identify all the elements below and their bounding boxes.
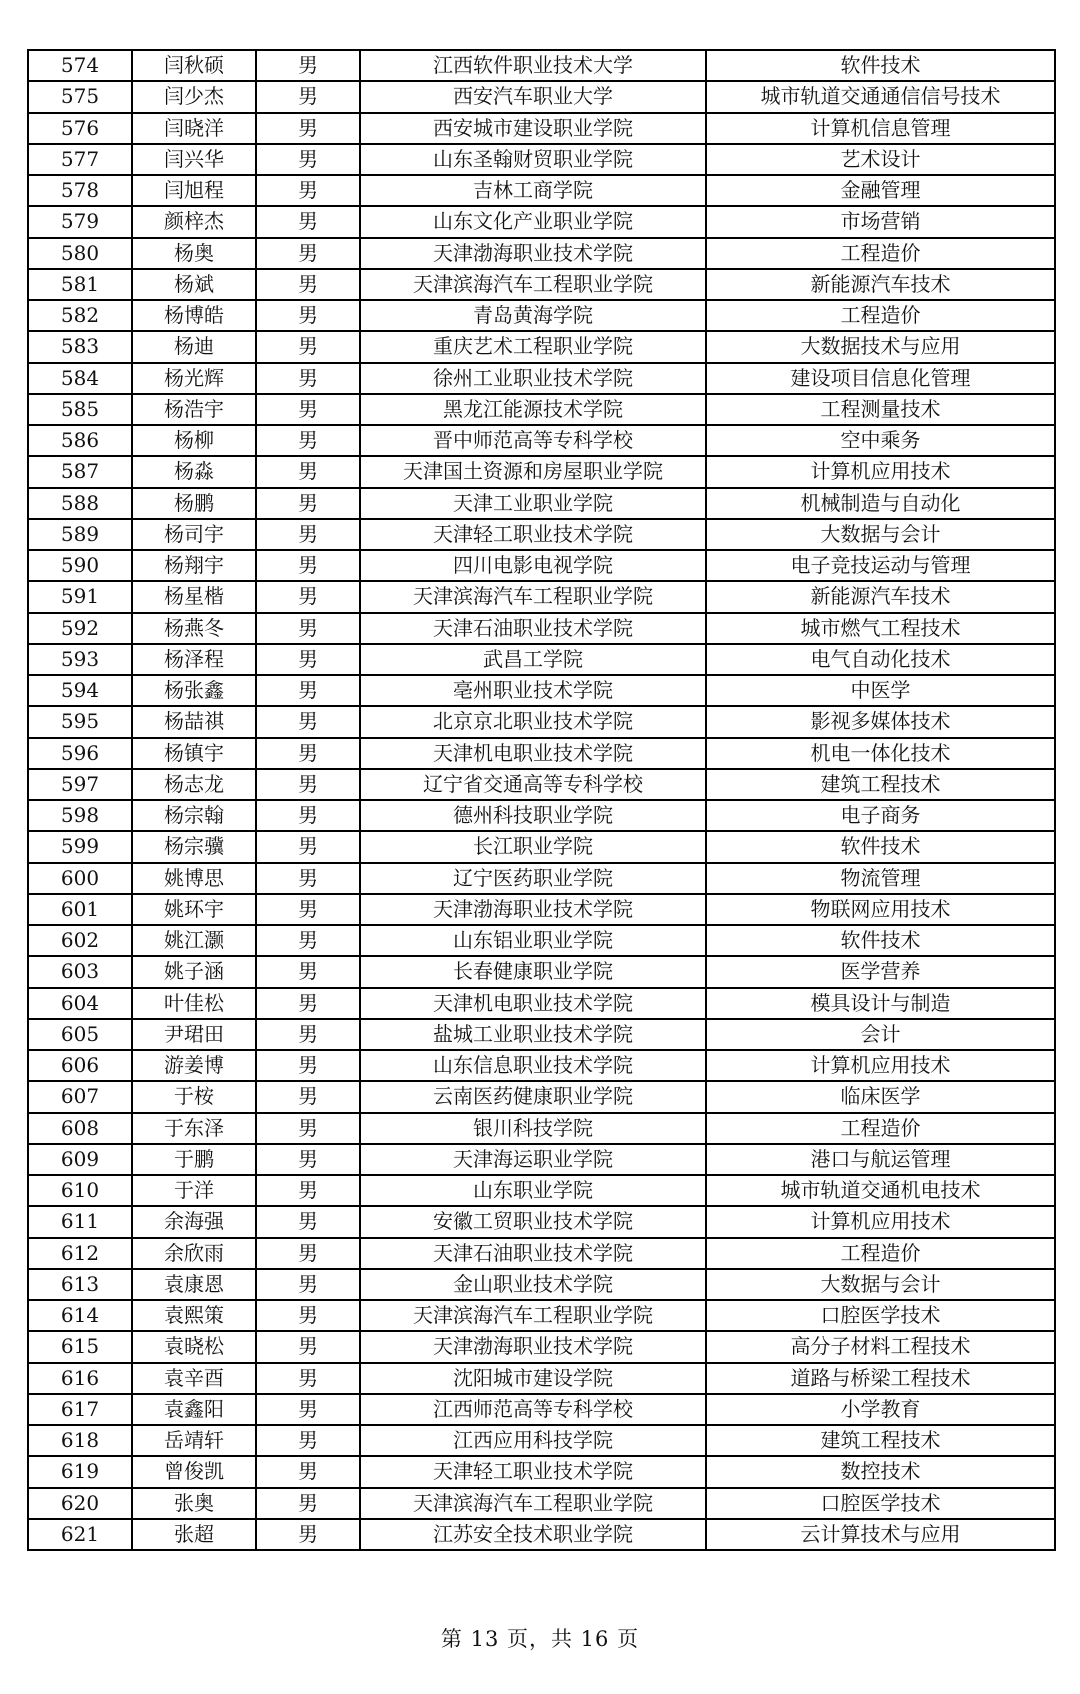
row-number-cell: 596 [28, 738, 132, 769]
major-cell: 医学营养 [706, 956, 1055, 987]
row-number-cell: 612 [28, 1238, 132, 1269]
name-cell: 杨鹏 [132, 488, 256, 519]
row-number-cell: 615 [28, 1331, 132, 1362]
name-cell: 杨奥 [132, 238, 256, 269]
row-number-cell: 618 [28, 1425, 132, 1456]
gender-cell: 男 [256, 1175, 360, 1206]
gender-cell: 男 [256, 1488, 360, 1519]
school-cell: 天津海运职业学院 [360, 1144, 706, 1175]
gender-cell: 男 [256, 675, 360, 706]
row-number-cell: 577 [28, 144, 132, 175]
school-cell: 辽宁医药职业学院 [360, 863, 706, 894]
school-cell: 天津轻工职业技术学院 [360, 519, 706, 550]
page-footer: 第 13 页，共 16 页 [440, 1627, 640, 1651]
row-number-cell: 589 [28, 519, 132, 550]
table-row [28, 1331, 1055, 1362]
gender-cell: 男 [256, 425, 360, 456]
row-number-cell: 616 [28, 1363, 132, 1394]
gender-cell: 男 [256, 769, 360, 800]
name-cell: 闫兴华 [132, 144, 256, 175]
row-number-cell: 610 [28, 1175, 132, 1206]
name-cell: 闫旭程 [132, 175, 256, 206]
name-cell: 杨博皓 [132, 300, 256, 331]
row-number-cell: 588 [28, 488, 132, 519]
name-cell: 杨浩宇 [132, 394, 256, 425]
major-cell: 大数据与会计 [706, 1269, 1055, 1300]
row-number-cell: 621 [28, 1519, 132, 1550]
gender-cell: 男 [256, 50, 360, 81]
roster-body [28, 50, 1055, 1550]
name-cell: 闫秋硕 [132, 50, 256, 81]
school-cell: 西安城市建设职业学院 [360, 113, 706, 144]
school-cell: 安徽工贸职业技术学院 [360, 1206, 706, 1237]
name-cell: 于鹏 [132, 1144, 256, 1175]
row-number-cell: 613 [28, 1269, 132, 1300]
table-row [28, 1113, 1055, 1144]
row-number-cell: 580 [28, 238, 132, 269]
school-cell: 徐州工业职业技术学院 [360, 363, 706, 394]
gender-cell: 男 [256, 113, 360, 144]
row-number-cell: 606 [28, 1050, 132, 1081]
table-row [28, 394, 1055, 425]
gender-cell: 男 [256, 1269, 360, 1300]
name-cell: 叶佳松 [132, 988, 256, 1019]
school-cell: 亳州职业技术学院 [360, 675, 706, 706]
major-cell: 工程测量技术 [706, 394, 1055, 425]
school-cell: 天津轻工职业技术学院 [360, 1456, 706, 1487]
row-number-cell: 594 [28, 675, 132, 706]
major-cell: 高分子材料工程技术 [706, 1331, 1055, 1362]
major-cell: 电子竞技运动与管理 [706, 550, 1055, 581]
major-cell: 机电一体化技术 [706, 738, 1055, 769]
name-cell: 尹珺田 [132, 1019, 256, 1050]
gender-cell: 男 [256, 738, 360, 769]
gender-cell: 男 [256, 1456, 360, 1487]
row-number-cell: 609 [28, 1144, 132, 1175]
row-number-cell: 599 [28, 831, 132, 862]
row-number-cell: 608 [28, 1113, 132, 1144]
row-number-cell: 619 [28, 1456, 132, 1487]
major-cell: 城市燃气工程技术 [706, 613, 1055, 644]
gender-cell: 男 [256, 1081, 360, 1112]
table-row [28, 363, 1055, 394]
school-cell: 天津滨海汽车工程职业学院 [360, 269, 706, 300]
gender-cell: 男 [256, 394, 360, 425]
major-cell: 中医学 [706, 675, 1055, 706]
gender-cell: 男 [256, 1331, 360, 1362]
name-cell: 杨燕冬 [132, 613, 256, 644]
gender-cell: 男 [256, 1300, 360, 1331]
school-cell: 天津石油职业技术学院 [360, 1238, 706, 1269]
name-cell: 杨迪 [132, 331, 256, 362]
student-roster-table [27, 49, 1056, 1551]
table-row [28, 1175, 1055, 1206]
table-row [28, 300, 1055, 331]
name-cell: 于东泽 [132, 1113, 256, 1144]
name-cell: 杨翔宇 [132, 550, 256, 581]
name-cell: 曾俊凯 [132, 1456, 256, 1487]
row-number-cell: 576 [28, 113, 132, 144]
school-cell: 天津渤海职业技术学院 [360, 1331, 706, 1362]
row-number-cell: 605 [28, 1019, 132, 1050]
gender-cell: 男 [256, 581, 360, 612]
school-cell: 云南医药健康职业学院 [360, 1081, 706, 1112]
school-cell: 青岛黄海学院 [360, 300, 706, 331]
school-cell: 长春健康职业学院 [360, 956, 706, 987]
school-cell: 德州科技职业学院 [360, 800, 706, 831]
major-cell: 空中乘务 [706, 425, 1055, 456]
major-cell: 艺术设计 [706, 144, 1055, 175]
name-cell: 姚江灏 [132, 925, 256, 956]
gender-cell: 男 [256, 1113, 360, 1144]
table-row [28, 613, 1055, 644]
school-cell: 吉林工商学院 [360, 175, 706, 206]
name-cell: 袁辛酉 [132, 1363, 256, 1394]
gender-cell: 男 [256, 894, 360, 925]
school-cell: 山东铝业职业学院 [360, 925, 706, 956]
gender-cell: 男 [256, 800, 360, 831]
gender-cell: 男 [256, 81, 360, 112]
name-cell: 游姜博 [132, 1050, 256, 1081]
major-cell: 新能源汽车技术 [706, 269, 1055, 300]
major-cell: 机械制造与自动化 [706, 488, 1055, 519]
gender-cell: 男 [256, 488, 360, 519]
name-cell: 袁熙策 [132, 1300, 256, 1331]
gender-cell: 男 [256, 1019, 360, 1050]
gender-cell: 男 [256, 550, 360, 581]
major-cell: 市场营销 [706, 206, 1055, 237]
name-cell: 袁晓松 [132, 1331, 256, 1362]
table-row [28, 331, 1055, 362]
major-cell: 小学教育 [706, 1394, 1055, 1425]
major-cell: 新能源汽车技术 [706, 581, 1055, 612]
table-row [28, 81, 1055, 112]
table-row [28, 1050, 1055, 1081]
row-number-cell: 574 [28, 50, 132, 81]
school-cell: 天津滨海汽车工程职业学院 [360, 581, 706, 612]
row-number-cell: 620 [28, 1488, 132, 1519]
major-cell: 金融管理 [706, 175, 1055, 206]
table-row [28, 50, 1055, 81]
table-row [28, 831, 1055, 862]
name-cell: 闫晓洋 [132, 113, 256, 144]
name-cell: 杨柳 [132, 425, 256, 456]
major-cell: 城市轨道交通通信信号技术 [706, 81, 1055, 112]
row-number-cell: 601 [28, 894, 132, 925]
name-cell: 杨宗翰 [132, 800, 256, 831]
major-cell: 电子商务 [706, 800, 1055, 831]
table-row [28, 1269, 1055, 1300]
row-number-cell: 604 [28, 988, 132, 1019]
gender-cell: 男 [256, 925, 360, 956]
row-number-cell: 579 [28, 206, 132, 237]
school-cell: 晋中师范高等专科学校 [360, 425, 706, 456]
table-row [28, 1425, 1055, 1456]
name-cell: 张超 [132, 1519, 256, 1550]
name-cell: 颜梓杰 [132, 206, 256, 237]
table-row [28, 144, 1055, 175]
name-cell: 余欣雨 [132, 1238, 256, 1269]
row-number-cell: 597 [28, 769, 132, 800]
gender-cell: 男 [256, 1394, 360, 1425]
major-cell: 建设项目信息化管理 [706, 363, 1055, 394]
gender-cell: 男 [256, 238, 360, 269]
table-row [28, 1206, 1055, 1237]
school-cell: 天津滨海汽车工程职业学院 [360, 1300, 706, 1331]
row-number-cell: 603 [28, 956, 132, 987]
school-cell: 天津机电职业技术学院 [360, 738, 706, 769]
table-row [28, 925, 1055, 956]
row-number-cell: 575 [28, 81, 132, 112]
table-row [28, 675, 1055, 706]
table-row [28, 206, 1055, 237]
gender-cell: 男 [256, 1206, 360, 1237]
name-cell: 杨淼 [132, 456, 256, 487]
major-cell: 口腔医学技术 [706, 1300, 1055, 1331]
row-number-cell: 595 [28, 706, 132, 737]
major-cell: 建筑工程技术 [706, 1425, 1055, 1456]
major-cell: 影视多媒体技术 [706, 706, 1055, 737]
major-cell: 电气自动化技术 [706, 644, 1055, 675]
name-cell: 杨司宇 [132, 519, 256, 550]
gender-cell: 男 [256, 519, 360, 550]
row-number-cell: 590 [28, 550, 132, 581]
name-cell: 于桉 [132, 1081, 256, 1112]
major-cell: 软件技术 [706, 831, 1055, 862]
name-cell: 袁鑫阳 [132, 1394, 256, 1425]
gender-cell: 男 [256, 300, 360, 331]
gender-cell: 男 [256, 831, 360, 862]
gender-cell: 男 [256, 1050, 360, 1081]
school-cell: 辽宁省交通高等专科学校 [360, 769, 706, 800]
table-row [28, 863, 1055, 894]
table-row [28, 1144, 1055, 1175]
table-row [28, 1300, 1055, 1331]
major-cell: 口腔医学技术 [706, 1488, 1055, 1519]
table-row [28, 456, 1055, 487]
major-cell: 模具设计与制造 [706, 988, 1055, 1019]
name-cell: 杨斌 [132, 269, 256, 300]
school-cell: 长江职业学院 [360, 831, 706, 862]
table-row [28, 519, 1055, 550]
major-cell: 软件技术 [706, 50, 1055, 81]
school-cell: 天津国土资源和房屋职业学院 [360, 456, 706, 487]
gender-cell: 男 [256, 988, 360, 1019]
school-cell: 天津工业职业学院 [360, 488, 706, 519]
major-cell: 物流管理 [706, 863, 1055, 894]
table-row [28, 269, 1055, 300]
row-number-cell: 592 [28, 613, 132, 644]
table-row [28, 581, 1055, 612]
school-cell: 山东文化产业职业学院 [360, 206, 706, 237]
major-cell: 计算机应用技术 [706, 1050, 1055, 1081]
major-cell: 道路与桥梁工程技术 [706, 1363, 1055, 1394]
gender-cell: 男 [256, 1363, 360, 1394]
gender-cell: 男 [256, 1238, 360, 1269]
school-cell: 江西师范高等专科学校 [360, 1394, 706, 1425]
school-cell: 盐城工业职业技术学院 [360, 1019, 706, 1050]
gender-cell: 男 [256, 863, 360, 894]
name-cell: 杨宗骥 [132, 831, 256, 862]
school-cell: 武昌工学院 [360, 644, 706, 675]
table-row [28, 800, 1055, 831]
school-cell: 四川电影电视学院 [360, 550, 706, 581]
gender-cell: 男 [256, 206, 360, 237]
name-cell: 杨志龙 [132, 769, 256, 800]
school-cell: 山东职业学院 [360, 1175, 706, 1206]
major-cell: 工程造价 [706, 1113, 1055, 1144]
row-number-cell: 614 [28, 1300, 132, 1331]
major-cell: 大数据技术与应用 [706, 331, 1055, 362]
major-cell: 建筑工程技术 [706, 769, 1055, 800]
gender-cell: 男 [256, 644, 360, 675]
name-cell: 袁康恩 [132, 1269, 256, 1300]
table-row [28, 175, 1055, 206]
major-cell: 数控技术 [706, 1456, 1055, 1487]
row-number-cell: 578 [28, 175, 132, 206]
table-row [28, 550, 1055, 581]
gender-cell: 男 [256, 706, 360, 737]
table-row [28, 238, 1055, 269]
row-number-cell: 607 [28, 1081, 132, 1112]
table-row [28, 769, 1055, 800]
table-row [28, 956, 1055, 987]
table-row [28, 894, 1055, 925]
row-number-cell: 598 [28, 800, 132, 831]
gender-cell: 男 [256, 1144, 360, 1175]
school-cell: 江西软件职业技术大学 [360, 50, 706, 81]
table-row [28, 706, 1055, 737]
name-cell: 岳靖轩 [132, 1425, 256, 1456]
table-row [28, 1456, 1055, 1487]
major-cell: 云计算技术与应用 [706, 1519, 1055, 1550]
school-cell: 西安汽车职业大学 [360, 81, 706, 112]
table-row [28, 488, 1055, 519]
name-cell: 杨张鑫 [132, 675, 256, 706]
table-row [28, 1488, 1055, 1519]
school-cell: 江苏安全技术职业学院 [360, 1519, 706, 1550]
school-cell: 重庆艺术工程职业学院 [360, 331, 706, 362]
major-cell: 工程造价 [706, 238, 1055, 269]
row-number-cell: 585 [28, 394, 132, 425]
name-cell: 杨光辉 [132, 363, 256, 394]
table-row [28, 738, 1055, 769]
name-cell: 杨星楷 [132, 581, 256, 612]
name-cell: 姚博思 [132, 863, 256, 894]
school-cell: 天津机电职业技术学院 [360, 988, 706, 1019]
row-number-cell: 591 [28, 581, 132, 612]
school-cell: 山东信息职业技术学院 [360, 1050, 706, 1081]
name-cell: 杨镇宇 [132, 738, 256, 769]
row-number-cell: 584 [28, 363, 132, 394]
school-cell: 黑龙江能源技术学院 [360, 394, 706, 425]
major-cell: 计算机应用技术 [706, 456, 1055, 487]
table-row [28, 1363, 1055, 1394]
gender-cell: 男 [256, 331, 360, 362]
name-cell: 姚子涵 [132, 956, 256, 987]
major-cell: 港口与航运管理 [706, 1144, 1055, 1175]
table-row [28, 1394, 1055, 1425]
major-cell: 计算机应用技术 [706, 1206, 1055, 1237]
gender-cell: 男 [256, 456, 360, 487]
gender-cell: 男 [256, 1425, 360, 1456]
name-cell: 张奥 [132, 1488, 256, 1519]
table-row [28, 425, 1055, 456]
name-cell: 姚环宇 [132, 894, 256, 925]
name-cell: 余海强 [132, 1206, 256, 1237]
major-cell: 城市轨道交通机电技术 [706, 1175, 1055, 1206]
gender-cell: 男 [256, 1519, 360, 1550]
gender-cell: 男 [256, 175, 360, 206]
table-row [28, 1238, 1055, 1269]
name-cell: 闫少杰 [132, 81, 256, 112]
row-number-cell: 602 [28, 925, 132, 956]
row-number-cell: 586 [28, 425, 132, 456]
table-row [28, 644, 1055, 675]
major-cell: 软件技术 [706, 925, 1055, 956]
school-cell: 江西应用科技学院 [360, 1425, 706, 1456]
row-number-cell: 593 [28, 644, 132, 675]
school-cell: 山东圣翰财贸职业学院 [360, 144, 706, 175]
row-number-cell: 600 [28, 863, 132, 894]
row-number-cell: 587 [28, 456, 132, 487]
school-cell: 天津渤海职业技术学院 [360, 238, 706, 269]
major-cell: 临床医学 [706, 1081, 1055, 1112]
school-cell: 北京京北职业技术学院 [360, 706, 706, 737]
school-cell: 银川科技学院 [360, 1113, 706, 1144]
school-cell: 沈阳城市建设学院 [360, 1363, 706, 1394]
gender-cell: 男 [256, 144, 360, 175]
table-row [28, 113, 1055, 144]
school-cell: 金山职业技术学院 [360, 1269, 706, 1300]
school-cell: 天津渤海职业技术学院 [360, 894, 706, 925]
table-row [28, 1081, 1055, 1112]
name-cell: 杨喆祺 [132, 706, 256, 737]
school-cell: 天津石油职业技术学院 [360, 613, 706, 644]
row-number-cell: 583 [28, 331, 132, 362]
major-cell: 计算机信息管理 [706, 113, 1055, 144]
gender-cell: 男 [256, 613, 360, 644]
name-cell: 杨泽程 [132, 644, 256, 675]
gender-cell: 男 [256, 956, 360, 987]
table-row [28, 1019, 1055, 1050]
row-number-cell: 582 [28, 300, 132, 331]
major-cell: 工程造价 [706, 1238, 1055, 1269]
gender-cell: 男 [256, 269, 360, 300]
major-cell: 物联网应用技术 [706, 894, 1055, 925]
row-number-cell: 611 [28, 1206, 132, 1237]
row-number-cell: 581 [28, 269, 132, 300]
major-cell: 工程造价 [706, 300, 1055, 331]
row-number-cell: 617 [28, 1394, 132, 1425]
name-cell: 于洋 [132, 1175, 256, 1206]
table-row [28, 1519, 1055, 1550]
major-cell: 会计 [706, 1019, 1055, 1050]
school-cell: 天津滨海汽车工程职业学院 [360, 1488, 706, 1519]
major-cell: 大数据与会计 [706, 519, 1055, 550]
table-row [28, 988, 1055, 1019]
gender-cell: 男 [256, 363, 360, 394]
